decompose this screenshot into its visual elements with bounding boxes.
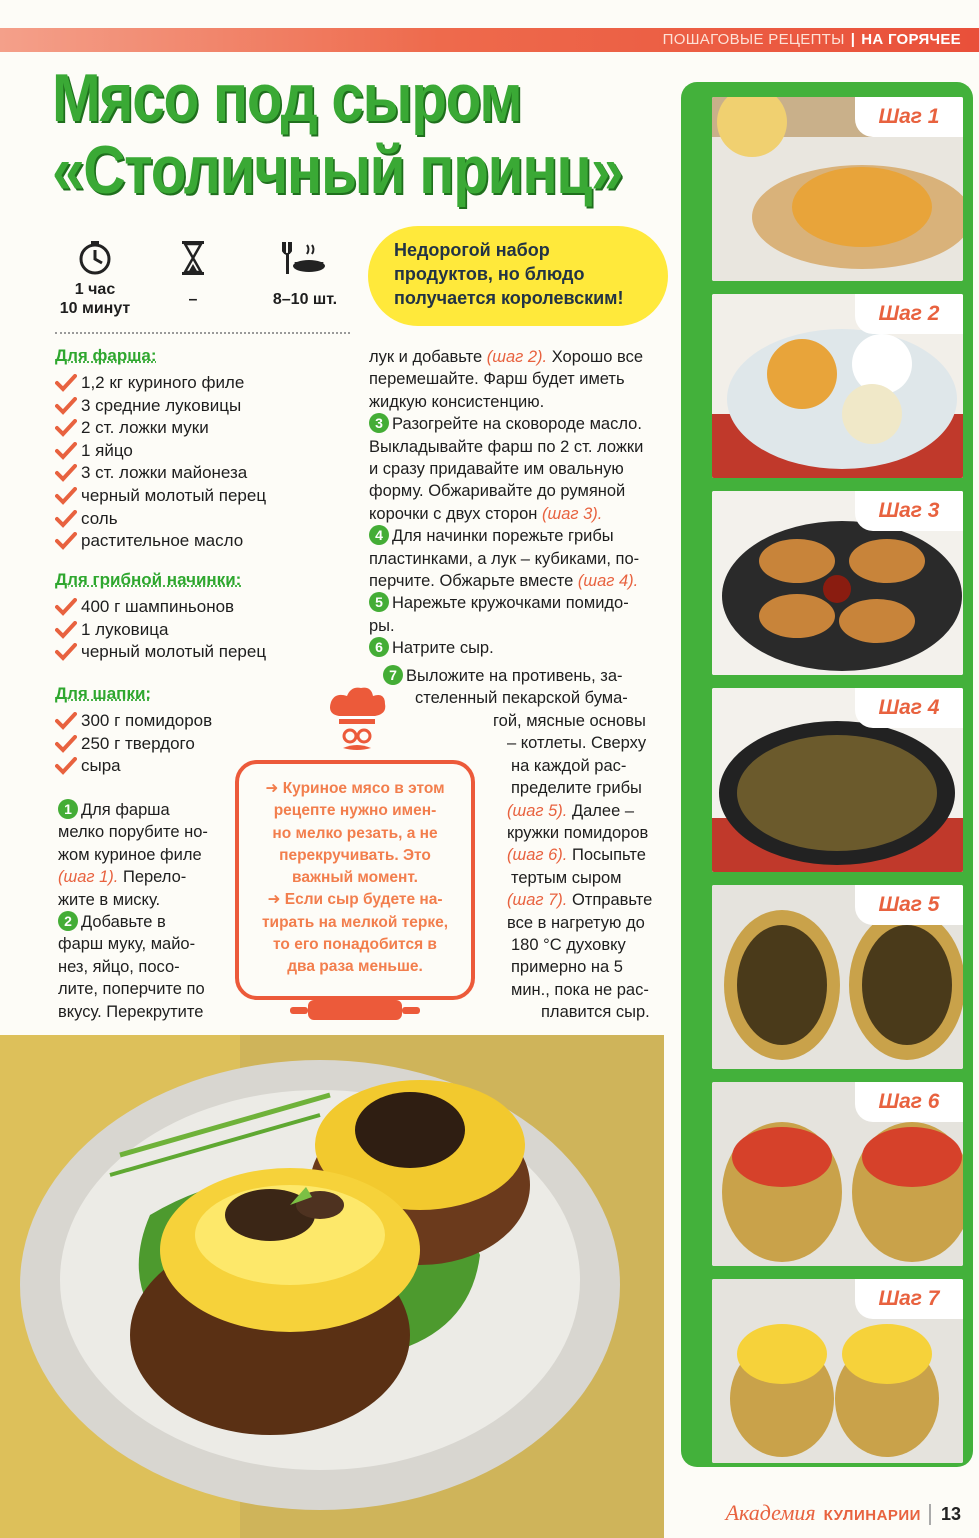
checkmark-icon xyxy=(55,621,77,639)
checkmark-icon xyxy=(55,735,77,753)
brand-caps: КУЛИНАРИИ xyxy=(823,1507,921,1524)
step-photo-6 xyxy=(712,1082,963,1266)
step7-text-g: Далее – xyxy=(571,801,635,820)
step5-text-b: ры. xyxy=(369,616,395,635)
checkmark-icon xyxy=(55,712,77,730)
step-number-1: 1 xyxy=(58,799,78,819)
meta-servings xyxy=(255,238,355,309)
callout-bubble xyxy=(368,226,668,326)
step-photo-label: Шаг 5 xyxy=(855,885,963,925)
tip-line5: важный момент. xyxy=(292,869,418,887)
meta-time xyxy=(45,238,145,318)
ingredient-item xyxy=(55,485,345,508)
step7-text-h: кружки помидоров xyxy=(507,824,649,843)
step-photo-2 xyxy=(712,294,963,478)
ingredient-text: 400 г шампиньонов xyxy=(81,597,235,616)
ingredient-text: 3 средние луковицы xyxy=(81,395,242,415)
step7-block xyxy=(383,665,673,710)
ingredient-item xyxy=(55,462,345,485)
step7-ref1: (шаг 5). xyxy=(507,801,568,820)
ingredient-item xyxy=(55,530,345,553)
checkmark-icon xyxy=(55,397,77,415)
ingredients-mushroom-list xyxy=(55,596,345,664)
ingredient-text: 1,2 кг куриного филе xyxy=(81,373,245,392)
ingredient-text: 1 луковица xyxy=(81,619,169,639)
step2-text-g: Хорошо все xyxy=(551,348,644,366)
step7-text-d: – котлеты. Сверху xyxy=(507,734,647,753)
step-photo-label: Шаг 4 xyxy=(855,688,963,728)
ingredient-item xyxy=(55,508,345,531)
checkmark-icon xyxy=(55,757,77,775)
step7-text-n: примерно на 5 xyxy=(511,958,623,977)
step2-text-a: Добавьте в xyxy=(81,913,166,932)
step2-text-h: перемешайте. Фарш будет иметь xyxy=(369,370,625,389)
step7-text-a: Выложите на противень, за- xyxy=(406,667,623,685)
step-photo-label: Шаг 3 xyxy=(855,491,963,531)
checkmark-icon xyxy=(55,532,77,550)
meta-difficulty xyxy=(143,238,243,309)
ingredient-text: соль xyxy=(81,508,118,528)
meta-time-line1: 1 час xyxy=(74,281,116,298)
step1-ref: (шаг 1). xyxy=(58,868,119,887)
step7-text-m: 180 °С духовку xyxy=(511,936,626,955)
step2-text-b: фарш муку, майо- xyxy=(58,935,196,954)
step7-text-k: Отправьте xyxy=(571,891,653,910)
meta-difficulty-value: – xyxy=(188,291,198,308)
step4-ref: (шаг 4). xyxy=(577,572,639,591)
meta-servings-value: 8–10 шт. xyxy=(272,291,338,308)
ingredient-text: сыра xyxy=(81,756,121,776)
step7-text-l: все в нагретую до xyxy=(507,913,645,932)
step-photo-7 xyxy=(712,1279,963,1463)
step7-text-o: мин., пока не рас- xyxy=(511,980,649,999)
tip-line7: тирать на мелкой терке, xyxy=(261,913,449,931)
ingredients-farsh-heading: Для фарша: xyxy=(55,346,157,365)
chef-hat-icon xyxy=(325,686,389,758)
recipe-title-line2: «Столичный принц» xyxy=(52,132,623,208)
ingredient-item xyxy=(55,395,345,418)
steps-left-column xyxy=(58,799,228,1023)
step1-text-d: Перело- xyxy=(122,868,187,887)
step-photo-4 xyxy=(712,688,963,872)
tip-line6: ➜ Если сыр будете на- xyxy=(267,891,443,909)
step2-text-f: лук и добавьте xyxy=(369,348,483,366)
step7-text-p: плавится сыр. xyxy=(541,1003,650,1022)
step4-text-c: перчите. Обжарьте вместе xyxy=(369,572,574,591)
step-photo-label: Шаг 7 xyxy=(855,1279,963,1319)
step2-text-e: вкусу. Перекрутите xyxy=(58,1002,204,1021)
recipe-meta xyxy=(55,238,355,328)
step4-text-a: Для начинки порежьте грибы xyxy=(392,527,614,546)
tip-line3: но мелко резать, а не xyxy=(272,824,438,842)
ingredient-item xyxy=(55,619,345,642)
ingredient-item xyxy=(55,417,345,440)
step2-ref: (шаг 2). xyxy=(486,348,548,366)
rolling-pin-icon xyxy=(290,999,420,1021)
ingredients-mushroom-heading: Для грибной начинки: xyxy=(55,570,242,589)
ingredient-text: 2 ст. ложки муки xyxy=(81,418,209,438)
step7-text-b: стеленный пекарской бума- xyxy=(415,689,628,708)
step-photo-5 xyxy=(712,885,963,1069)
step-photo-label: Шаг 6 xyxy=(855,1082,963,1122)
meta-time-line2: 10 минут xyxy=(59,300,131,317)
clock-icon xyxy=(45,238,145,278)
step3-text-a: Разогрейте на сковороде масло. xyxy=(392,415,642,434)
step-photo-3 xyxy=(712,491,963,675)
step6-text-a: Натрите сыр. xyxy=(392,639,494,658)
ingredient-text: 3 ст. ложки майонеза xyxy=(81,463,248,483)
step2-text-i: жидкую консистенцию. xyxy=(369,392,545,411)
step-number-4: 4 xyxy=(369,525,389,545)
checkmark-icon xyxy=(55,374,77,392)
recipe-title xyxy=(52,60,623,208)
step2-text-c: нез, яйцо, посо- xyxy=(58,957,180,976)
callout-line2: продуктов, но блюдо xyxy=(394,264,585,284)
callout-line1: Недорогой набор xyxy=(394,240,550,260)
step1-text-e: жите в миску. xyxy=(58,890,161,909)
step-number-6: 6 xyxy=(369,637,389,657)
section-header-bar xyxy=(0,28,979,52)
step3-text-d: форму. Обжаривайте до румяной xyxy=(369,482,626,501)
step7-ref2: (шаг 6). xyxy=(507,846,568,865)
step-number-7: 7 xyxy=(383,665,403,685)
callout-line3: получается королевским! xyxy=(394,288,624,308)
checkmark-icon xyxy=(55,510,77,528)
step1-text-c: жом куриное филе xyxy=(58,845,202,864)
tip-line8: то его понадобится в xyxy=(273,936,437,954)
step-photo-1 xyxy=(712,97,963,281)
ingredients-farsh xyxy=(55,346,345,553)
tip-line2: рецепте нужно имен- xyxy=(273,802,437,820)
step7-text-c: гой, мясные основы xyxy=(493,712,646,730)
ingredient-text: 250 г твердого xyxy=(81,733,195,753)
ingredient-text: 1 яйцо xyxy=(81,440,133,460)
step7-block-cont xyxy=(493,710,668,1024)
step4-text-b: пластинками, а лук – кубиками, по- xyxy=(369,549,640,568)
step3-text-e: корочки с двух сторон xyxy=(369,504,538,523)
ingredient-item xyxy=(55,710,345,733)
page-footer xyxy=(726,1500,961,1526)
step3-ref: (шаг 3). xyxy=(542,504,603,523)
step1-text-a: Для фарша xyxy=(81,801,170,819)
ingredient-text: черный молотый перец xyxy=(81,642,267,662)
step1-text-b: мелко порубите но- xyxy=(58,823,208,842)
step5-text-a: Нарежьте кружочками помидо- xyxy=(392,594,629,613)
tip-line1: ➜ Куриное мясо в этом xyxy=(265,780,445,797)
checkmark-icon xyxy=(55,442,77,460)
ingredients-cap-heading: Для шапки: xyxy=(55,684,152,703)
brand-script: Академия xyxy=(725,1500,816,1525)
step-photos-panel xyxy=(681,82,973,1467)
checkmark-icon xyxy=(55,487,77,505)
step7-text-f: пределите грибы xyxy=(511,779,642,798)
step-number-3: 3 xyxy=(369,413,389,433)
section-label: ПОШАГОВЫЕ РЕЦЕПТЫ | НА ГОРЯЧЕЕ xyxy=(662,31,961,48)
step-number-2: 2 xyxy=(58,911,78,931)
section-label-main: НА ГОРЯЧЕЕ xyxy=(861,31,961,48)
tip-line4: перекручивать. Это xyxy=(279,846,431,864)
checkmark-icon xyxy=(55,419,77,437)
step7-text-j: тертым сыром xyxy=(511,868,622,887)
dish-serving-icon xyxy=(255,238,355,278)
section-label-dim: ПОШАГОВЫЕ РЕЦЕПТЫ xyxy=(662,31,845,48)
step3-text-b: Выкладывайте фарш по 2 ст. ложки xyxy=(369,437,644,456)
hourglass-icon xyxy=(143,238,243,278)
ingredient-item xyxy=(55,440,345,463)
step-photo-label: Шаг 1 xyxy=(855,97,963,137)
step7-ref3: (шаг 7). xyxy=(507,891,568,910)
page-number: 13 xyxy=(929,1504,961,1525)
ingredient-item xyxy=(55,641,345,664)
step-number-5: 5 xyxy=(369,592,389,612)
step7-text-i: Посыпьте xyxy=(571,846,646,865)
ingredient-item xyxy=(55,596,345,619)
meta-divider xyxy=(55,332,350,334)
checkmark-icon xyxy=(55,598,77,616)
ingredient-item xyxy=(55,372,345,395)
step7-text-e: на каждой рас- xyxy=(511,756,627,775)
steps-middle-column xyxy=(369,346,669,660)
step-photo-label: Шаг 2 xyxy=(855,294,963,334)
tip-box xyxy=(235,740,475,1005)
ingredients-mushroom xyxy=(55,570,345,664)
checkmark-icon xyxy=(55,464,77,482)
tip-text xyxy=(251,778,459,979)
recipe-title-line1: Мясо под сыром xyxy=(52,60,522,136)
step3-text-c: и сразу придавайте им овальную xyxy=(369,460,624,479)
step2-text-d: лите, поперчите по xyxy=(58,980,205,999)
ingredient-text: черный молотый перец xyxy=(81,485,267,505)
ingredients-farsh-list xyxy=(55,372,345,553)
ingredient-text: 300 г помидоров xyxy=(81,711,213,730)
tip-line9: два раза меньше. xyxy=(287,958,423,976)
ingredient-text: растительное масло xyxy=(81,531,244,551)
checkmark-icon xyxy=(55,643,77,661)
dish-photo xyxy=(0,1035,664,1538)
